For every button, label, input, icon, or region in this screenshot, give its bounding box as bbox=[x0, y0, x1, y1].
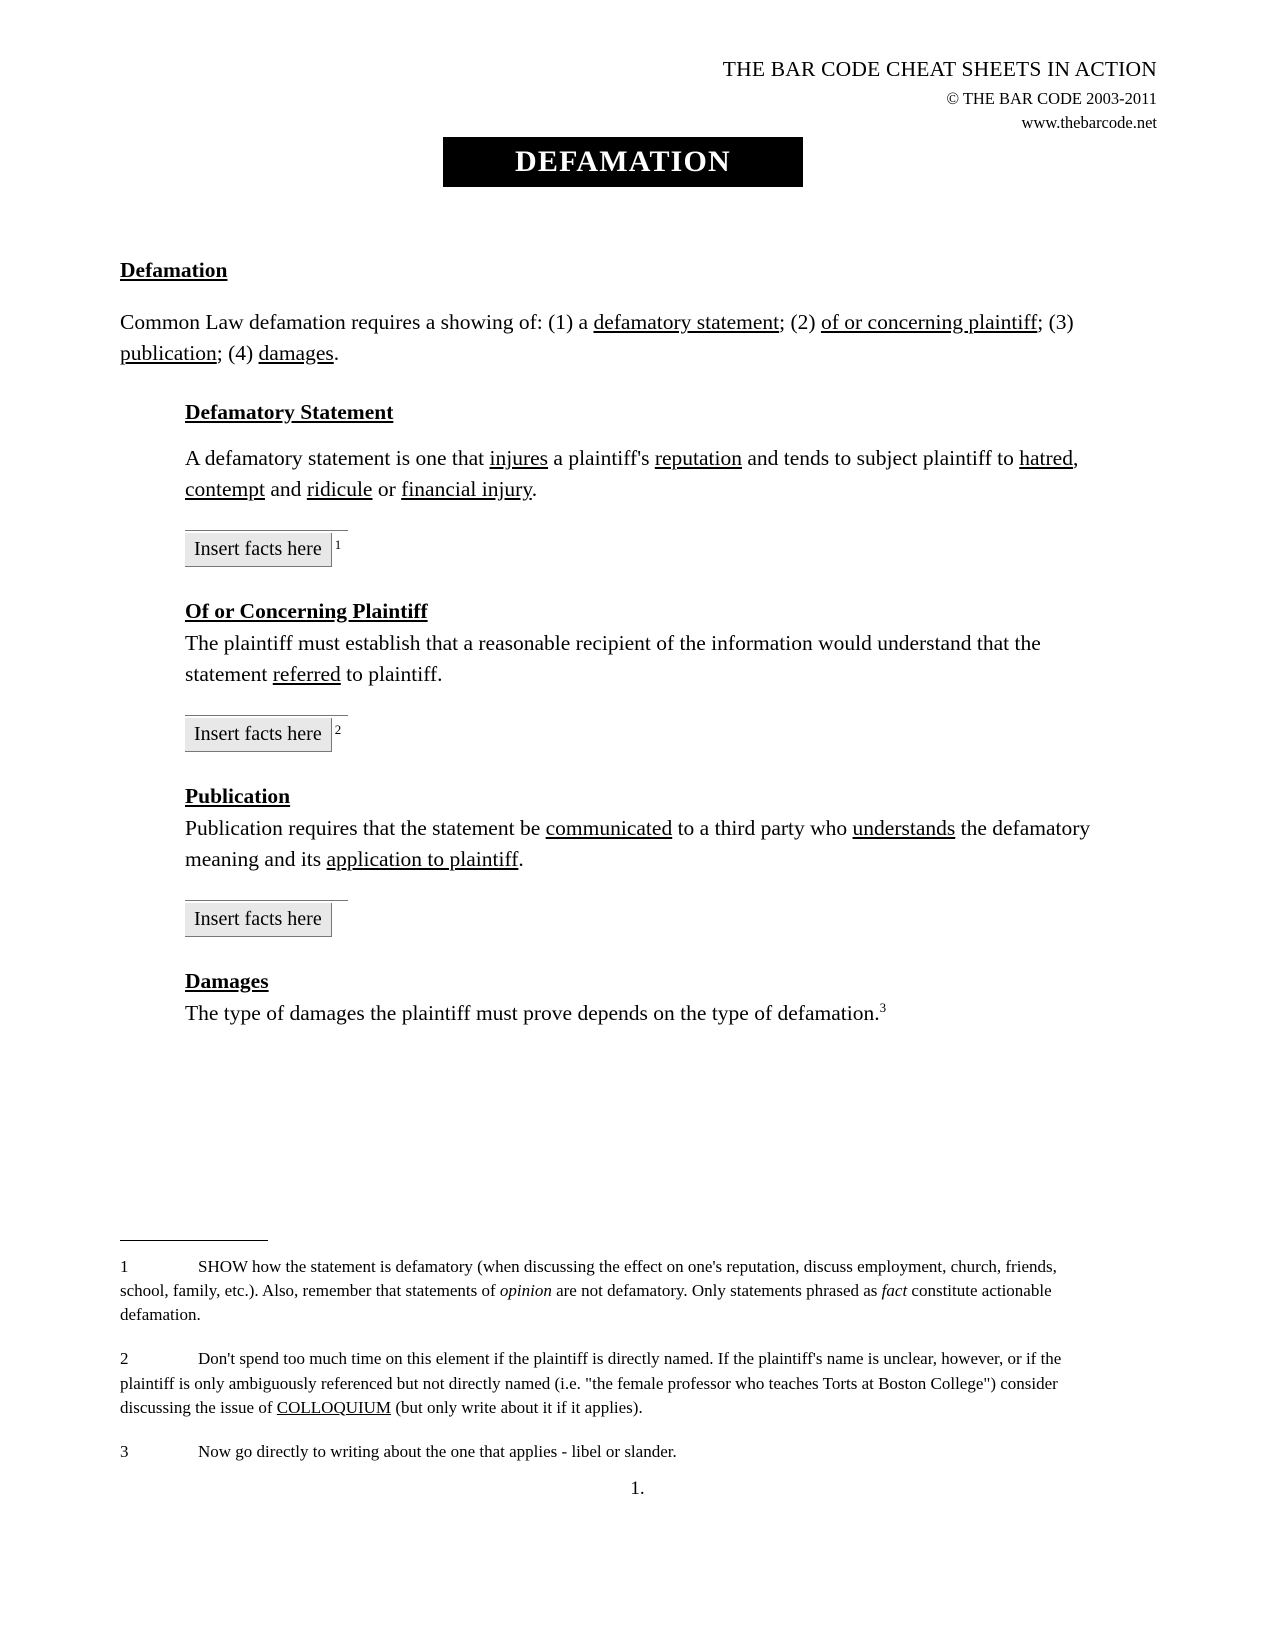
s1-text-6: or bbox=[372, 476, 402, 501]
intro-term-defamatory-statement: defamatory statement bbox=[593, 310, 780, 334]
insert-facts-field-3[interactable]: Insert facts here bbox=[185, 903, 332, 937]
s3-text-1: Publication requires that the statement be bbox=[185, 816, 546, 841]
section-heading-defamatory-statement: Defamatory Statement bbox=[185, 400, 394, 425]
page-number: 1. bbox=[630, 1478, 645, 1499]
footnote-2-term-colloquium: COLLOQUIUM bbox=[276, 1397, 392, 1417]
section-of-or-concerning-plaintiff bbox=[185, 599, 1120, 752]
title-banner bbox=[443, 137, 803, 187]
intro-text-2: ; (2) bbox=[779, 310, 821, 334]
footnote-1-italic-fact: fact bbox=[881, 1281, 908, 1301]
s1-text-7: . bbox=[531, 476, 538, 501]
footnote-1-text-2: are not defamatory. Only statements phrased as bbox=[551, 1281, 882, 1301]
insert-facts-field-3-wrapper bbox=[185, 900, 350, 937]
section-damages bbox=[185, 969, 1120, 1029]
footnote-ref-3[interactable]: 3 bbox=[879, 999, 887, 1015]
s2-term-referred: referred bbox=[272, 661, 341, 686]
insert-field-top-rule-2 bbox=[185, 715, 348, 716]
s1-term-financial-injury: financial injury bbox=[401, 476, 532, 501]
footnote-3-number: 3 bbox=[120, 1441, 129, 1461]
footnote-separator bbox=[120, 1240, 268, 1241]
intro-text-3: ; (3) bbox=[1037, 310, 1074, 334]
s1-text-5: and bbox=[265, 476, 307, 501]
insert-field-top-rule-1 bbox=[185, 530, 348, 531]
intro-term-damages: damages bbox=[258, 340, 334, 365]
footnote-1 bbox=[120, 1255, 1075, 1327]
s1-text-2: a plaintiff's bbox=[548, 446, 655, 471]
document-header bbox=[723, 56, 1157, 135]
section-heading-of-or-concerning-plaintiff: Of or Concerning Plaintiff bbox=[185, 599, 428, 624]
s1-term-injures: injures bbox=[489, 446, 549, 471]
footnote-3-text-1: Now go directly to writing about the one that applies - libel or slander. bbox=[198, 1441, 677, 1461]
intro-text-5: . bbox=[333, 340, 340, 365]
intro-paragraph bbox=[120, 307, 1120, 368]
s1-text-4: , bbox=[1072, 446, 1079, 471]
section-heading-publication: Publication bbox=[185, 784, 291, 809]
s1-text-1: A defamatory statement is one that bbox=[185, 446, 490, 471]
header-copyright: © THE BAR CODE 2003-2011 bbox=[946, 88, 1157, 108]
s1-term-hatred: hatred bbox=[1019, 446, 1073, 471]
intro-text-4: ; (4) bbox=[216, 340, 259, 365]
footnote-1-number: 1 bbox=[120, 1257, 129, 1276]
s1-text-3: and tends to subject plaintiff to bbox=[741, 446, 1020, 471]
section-body-of-or-concerning-plaintiff bbox=[185, 628, 1120, 689]
s1-term-reputation: reputation bbox=[654, 446, 742, 471]
s3-term-understands: understands bbox=[852, 816, 956, 841]
insert-facts-field-2[interactable]: Insert facts here bbox=[185, 718, 332, 752]
s3-text-2: to a third party who bbox=[672, 816, 853, 841]
insert-facts-field-1-wrapper bbox=[185, 530, 350, 567]
footnote-2-text-1: Don't spend too much time on this element if the plaintiff is directly named. If the plaintiff's name is unclear, however, or if the plaintiff is only ambiguously referenced but not directly named (i.e. "the female professor who teaches Torts at Boston College") consider discussing the issue of bbox=[120, 1349, 1062, 1417]
document-body bbox=[120, 258, 1120, 1029]
header-url: www.thebarcode.net bbox=[1021, 112, 1157, 132]
insert-field-top-rule-3 bbox=[185, 900, 348, 901]
insert-facts-field-2-wrapper bbox=[185, 715, 350, 752]
footnotes-area bbox=[120, 1240, 1075, 1484]
footnote-1-italic-opinion: opinion bbox=[499, 1281, 552, 1301]
s3-term-communicated: communicated bbox=[545, 816, 673, 841]
s3-text-4: . bbox=[518, 846, 524, 871]
s1-term-contempt: contempt bbox=[185, 476, 266, 501]
section-body-damages bbox=[185, 998, 1120, 1029]
title-banner-label: DEFAMATION bbox=[515, 145, 731, 178]
section-defamatory-statement bbox=[185, 400, 1120, 567]
header-title: THE BAR CODE CHEAT SHEETS IN ACTION bbox=[722, 57, 1157, 81]
intro-term-publication: publication bbox=[120, 340, 217, 365]
s4-text-1: The type of damages the plaintiff must prove depends on the type of defamation. bbox=[185, 1001, 880, 1026]
s2-text-2: to plaintiff. bbox=[340, 661, 443, 686]
footnote-3 bbox=[120, 1440, 1075, 1464]
footnote-2-number: 2 bbox=[120, 1349, 129, 1369]
section-body-publication bbox=[185, 813, 1120, 874]
section-heading-damages: Damages bbox=[185, 969, 269, 994]
footnote-2 bbox=[120, 1347, 1075, 1419]
intro-text-1: Common Law defamation requires a showing of: (1) a bbox=[120, 310, 594, 334]
s3-term-application-to-plaintiff: application to plaintiff bbox=[326, 846, 519, 871]
intro-term-of-or-concerning-plaintiff: of or concerning plaintiff bbox=[820, 310, 1038, 334]
footnote-ref-1[interactable]: 1 bbox=[334, 536, 342, 552]
s2-text-1: The plaintiff must establish that a reasonable recipient of the information would understand that the statement bbox=[185, 631, 1041, 686]
s1-term-ridicule: ridicule bbox=[306, 476, 373, 501]
insert-facts-field-1[interactable]: Insert facts here bbox=[185, 533, 332, 567]
section-body-defamatory-statement bbox=[185, 443, 1120, 504]
footnote-1-text-1: SHOW how the statement is defamatory (when discussing the effect on one's reputation, discuss employment, church, friends, school, family, etc.). Also, remember that statements of bbox=[120, 1257, 1057, 1301]
footnote-ref-2[interactable]: 2 bbox=[334, 721, 342, 737]
s3-text-3: the defamatory meaning and its bbox=[185, 816, 1091, 871]
page-title: Defamation bbox=[120, 258, 228, 282]
footnote-2-text-2: (but only write about it if it applies). bbox=[391, 1397, 643, 1417]
footnote-1-text-3: constitute actionable defamation. bbox=[120, 1281, 1052, 1325]
section-publication bbox=[185, 784, 1120, 937]
